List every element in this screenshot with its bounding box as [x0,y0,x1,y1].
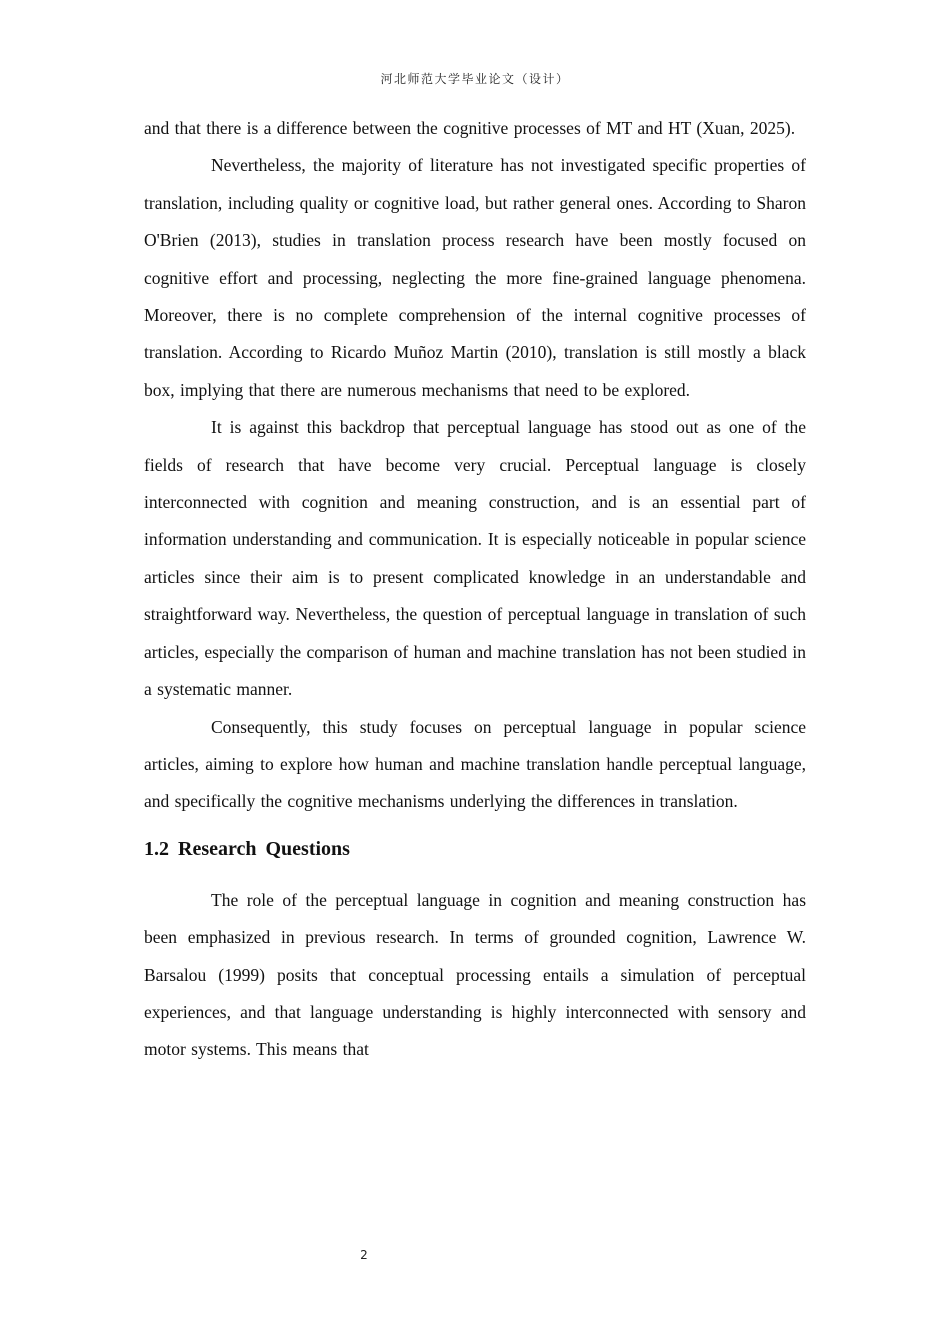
running-header: 河北师范大学毕业论文（设计） [380,72,570,86]
page-body [144,110,806,1069]
body-paragraph: Consequently, this study focuses on perceptual language in popular science articles, aiming to explore how human and machine translation handle perceptual language, and specifically the cognitive mechanisms underlying the differences in translation. [144,716,806,812]
body-paragraph: and that there is a difference between the cognitive processes of MT and HT (Xuan, 2025). [144,118,796,138]
body-paragraph: The role of the perceptual language in cognition and meaning construction has been emphasized in previous research. In terms of grounded cognition, Lawrence W. Barsalou (1999) posits that conceptual processing entails a simulation of perceptual experiences, and that language understanding is highly interconnected with sensory and motor systems. This means that [144,889,806,1060]
body-paragraph: It is against this backdrop that perceptual language has stood out as one of the fields of research that have become very crucial. Perceptual language is closely interconnected with cognition and meaning construction, and is an essential part of information understanding and communication. It is especially noticeable in popular science articles since their aim is to present complicated knowledge in an understandable and straightforward way. Nevertheless, the question of perceptual language in translation of such articles, especially the comparison of human and machine translation has not been studied in a systematic manner. [144,417,806,700]
section-heading: 1.2 Research Questions [144,837,350,860]
body-paragraph: Nevertheless, the majority of literature has not investigated specific properties of translation, including quality or cognitive load, but rather general ones. According to Sharon O'Brien (2013), studies in translation process research have been mostly focused on cognitive effort and processing, neglecting the more fine-grained language phenomena. Moreover, there is no complete comprehension of the internal cognitive processes of translation. According to Ricardo Muñoz Martin (2010), translation is still mostly a black box, implying that there are numerous mechanisms that need to be explored. [144,155,806,400]
page-number: 2 [360,1248,368,1262]
